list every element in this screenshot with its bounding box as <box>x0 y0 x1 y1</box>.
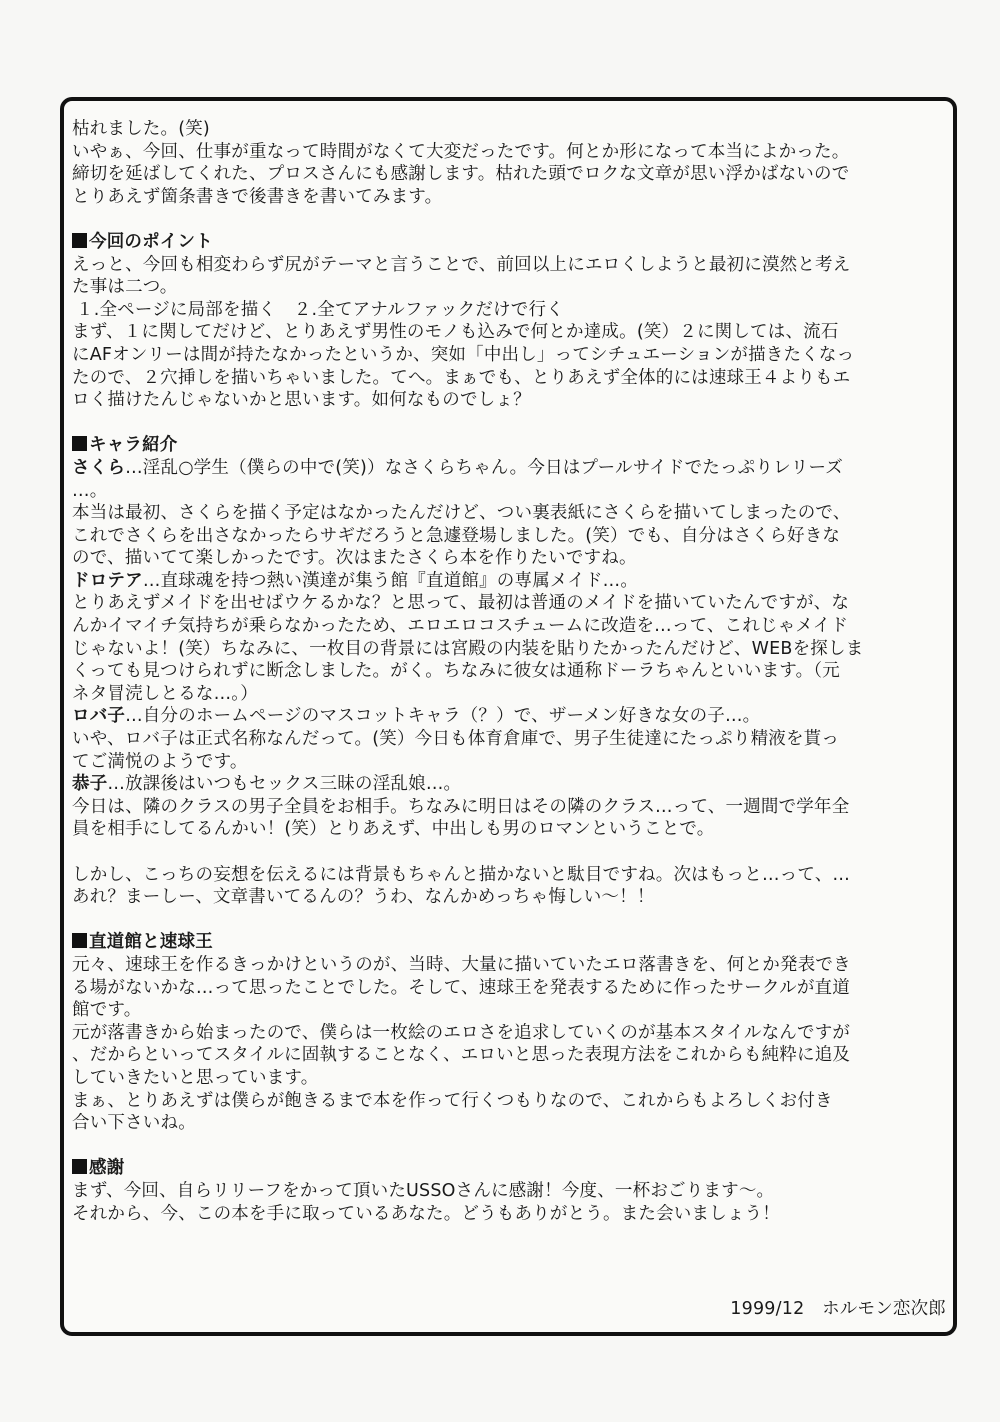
character-intro: さくら…淫乱○学生（僕らの中で(笑)）なさくらちゃん。今日はプールサイドでたっぷりレリーズ <box>72 457 844 478</box>
body-line: ので、描いてて楽しかったです。次はまたさくら本を作りたいですね。 <box>72 548 637 569</box>
intro-line: とりあえず箇条書きで後書きを書いてみます。 <box>72 186 443 207</box>
body-line: 、だからといってスタイルに固執することなく、エロいと思った表現方法をこれからも純粋に追及 <box>72 1045 851 1066</box>
body-line: それから、今、この本を手に取っているあなた。どうもありがとう。また会いましょう！ <box>72 1203 780 1224</box>
body-line: まず、１に関してだけど、とりあえず男性のモノも込みで何とか達成。(笑）２に関しては、流石 <box>72 322 839 343</box>
body-line: ネタ冒涜しとるな…。） <box>72 683 258 704</box>
body-line: 合い下さいね。 <box>72 1113 196 1134</box>
character-name: さくら <box>72 457 126 478</box>
section-heading: 直道館と速球王 <box>72 931 944 954</box>
section-circle <box>72 931 944 1134</box>
character-name: ロバ子 <box>72 706 126 727</box>
body-line: これでさくらを出さなかったらサギだろうと急遽登場しました。(笑）でも、自分はさくら好きな <box>72 525 841 546</box>
square-bullet-icon <box>72 233 87 248</box>
body-line: …。 <box>72 480 108 501</box>
intro-line: 枯れました。(笑) <box>72 119 210 139</box>
body-line: とりあえずメイドを出せばウケるかな？と思って、最初は普通のメイドを描いていたんですが、な <box>72 593 850 614</box>
square-bullet-icon <box>72 1159 87 1174</box>
body-line: 元々、速球王を作るきっかけというのが、当時、大量に描いていたエロ落書きを、何とか発表でき <box>72 954 851 975</box>
body-line: 今日は、隣のクラスの男子全員をお相手。ちなみに明日はその隣のクラス…って、一週間で学年全 <box>72 796 850 817</box>
character-intro: ドロテア…直球魂を持つ熱い漢達が集う館『直道館』の専属メイド…。 <box>72 570 639 591</box>
body-line: １.全ページに局部を描く ２.全てアナルファックだけで行く <box>76 299 564 320</box>
body-line: にAFオンリーは間が持たなかったというか、突如「中出し」ってシチュエーションが描きたくなっ <box>72 344 855 365</box>
section-heading: キャラ紹介 <box>72 434 944 457</box>
body-line: えっと、今回も相変わらず尻がテーマと言うことで、前回以上にエロくしようと最初に漠然と考え <box>72 254 851 275</box>
body-line: あれ？まーしー、文章書いてるんの？うわ、なんかめっちゃ悔しい～！！ <box>72 887 655 908</box>
intro-line: 締切を延ばしてくれた、プロスさんにも感謝します。枯れた頭でロクな文章が思い浮かばないので <box>72 164 850 185</box>
section-heading: 感謝 <box>72 1157 944 1180</box>
intro <box>72 118 944 208</box>
body-line: た事は二つ。 <box>72 277 178 298</box>
section-thanks <box>72 1157 944 1225</box>
body-line: まぁ、とりあえずは僕らが飽きるまで本を作って行くつもりなので、これからもよろしくお付き <box>72 1090 833 1111</box>
body-line: 員を相手にしてるんかい！(笑）とりあえず、中出しも男のロマンということで。 <box>72 819 715 840</box>
section-points <box>72 231 944 412</box>
section-heading: 今回のポイント <box>72 231 944 254</box>
intro-line: いやぁ、今回、仕事が重なって時間がなくて大変だったです。何とか形になって本当によかった。 <box>72 141 850 162</box>
body-line: いや、ロバ子は正式名称なんだって。(笑）今日も体育倉庫で、男子生徒達にたっぷり精液を貰っ <box>72 729 840 750</box>
body-line: んかイマイチ気持ちが乗らなかったため、エロエロコスチュームに改造を…って、これじゃメイド <box>72 616 849 637</box>
character-intro: ロバ子…自分のホームページのマスコットキャラ（？）で、ザーメン好きな女の子…。 <box>72 706 761 727</box>
body-line: 本当は最初、さくらを描く予定はなかったんだけど、つい裏表紙にさくらを描いてしまったので、 <box>72 503 851 524</box>
character-name: 恭子 <box>72 774 108 795</box>
section-characters <box>72 434 944 908</box>
signature: 1999/12 ホルモン恋次郎 <box>730 1299 946 1319</box>
body-line: しかし、こっちの妄想を伝えるには背景もちゃんと描かないと駄目ですね。次はもっと…って、… <box>72 864 851 885</box>
body-line: る場がないかな…って思ったことでした。そして、速球王を発表するために作ったサークルが直道 <box>72 977 850 998</box>
body-line: じゃないよ！(笑）ちなみに、一枚目の背景には宮殿の内装を貼りたかったんだけど、WEBを探しま <box>72 638 864 659</box>
body-line: まず、今回、自らリリーフをかって頂いたUSSOさんに感謝！今度、一杯おごります～。 <box>72 1180 775 1201</box>
body-line: 元が落書きから始まったので、僕らは一枚絵のエロさを追求していくのが基本スタイルなんですが <box>72 1022 851 1043</box>
body-line: ロく描けたんじゃないかと思います。如何なものでしょ？ <box>72 390 531 411</box>
body-line: くっても見つけられずに断念しました。がく。ちなみに彼女は通称ドーラちゃんといいます。（元 <box>72 661 840 682</box>
body-line: 館です。 <box>72 1000 142 1021</box>
character-name: ドロテア <box>72 570 143 591</box>
character-intro: 恭子…放課後はいつもセックス三昧の淫乱娘…。 <box>72 774 462 795</box>
body-line: たので、２穴挿しを描いちゃいました。てへ。まぁでも、とりあえず全体的には速球王４よりもエ <box>72 367 851 388</box>
afterword-body <box>72 118 944 1225</box>
body-line: していきたいと思っています。 <box>72 1067 319 1088</box>
body-line: てご満悦のようです。 <box>72 751 248 772</box>
square-bullet-icon <box>72 436 87 451</box>
square-bullet-icon <box>72 933 87 948</box>
